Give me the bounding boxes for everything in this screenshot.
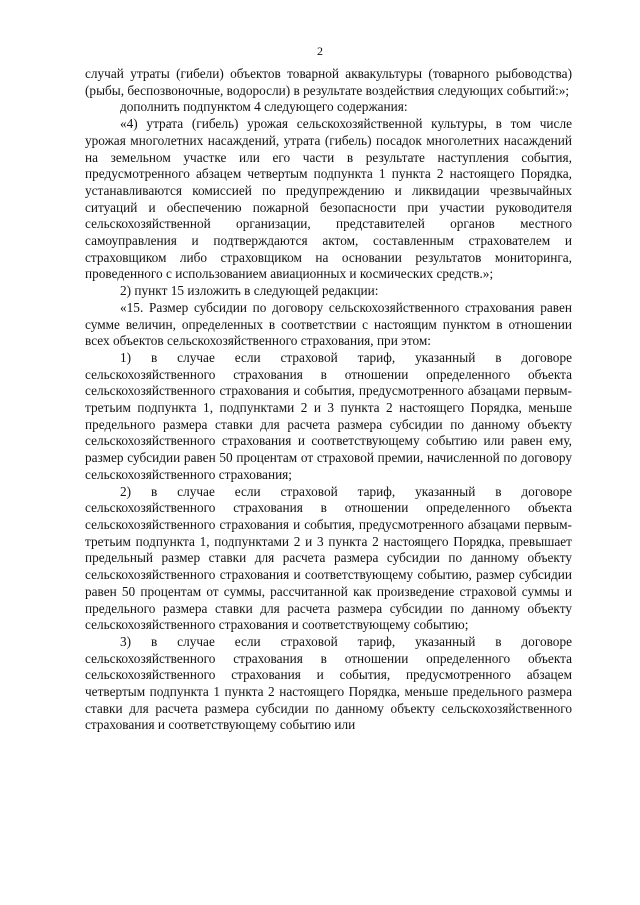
paragraph: 1) в случае если страховой тариф, указанный в договоре сельскохозяйственного страхования в отношении определенного объекта сельскохозяйственного страхования и события, предусмотренного абзацами первым-третьим подпункта 1, подпунктами 2 и 3 пункта 2 настоящего Порядка, меньше предельного размера ставки для расчета размера субсидии по данному объекту сельскохозяйственного страхования и соответствующему событию или равен ему, размер субсидии равен 50 процентам от страховой премии, начисленной по договору сельскохозяйственного страхования;	[85, 349, 572, 482]
paragraph: 3) в случае если страховой тариф, указанный в договоре сельскохозяйственного страхования в отношении определенного объекта сельскохозяйственного страхования и события, предусмотренного абзацем четвертым подпункта 1 пункта 2 настоящего Порядка, меньше предельного размера ставки для расчета размера субсидии по данному объекту сельскохозяйственного страхования и соответствующему событию или	[85, 633, 572, 733]
paragraph: «15. Размер субсидии по договору сельскохозяйственного страхования равен сумме величин, определенных в соответствии с настоящим пунктом в отношении всех объектов сельскохозяйственного страхования, при этом:	[85, 299, 572, 349]
paragraph: случай утраты (гибели) объектов товарной аквакультуры (товарного рыбоводства) (рыбы, беспозвоночные, водоросли) в результате воздействия следующих событий:»;	[85, 66, 572, 98]
document-body	[85, 66, 572, 734]
page-number: 2	[317, 44, 323, 58]
paragraph: дополнить подпунктом 4 следующего содержания:	[120, 99, 408, 115]
paragraph: 2) пункт 15 изложить в следующей редакции:	[120, 283, 379, 299]
paragraph: «4) утрата (гибель) урожая сельскохозяйственной культуры, в том числе урожая многолетних насаждений, утрата (гибель) посадок многолетних насаждений на земельном участке или его части в результате наступления события, предусмотренного абзацем четвертым подпункта 1 пункта 2 настоящего Порядка, устанавливаются комиссией по предупреждению и ликвидации чрезвычайных ситуаций и обеспечению пожарной безопасности при участии руководителя сельскохозяйственной организации, представителей органов местного самоуправления и подтверждаются актом, составленным страхователем и страховщиком либо страховщиком на основании результатов мониторинга, проведенного с использованием авиационных и космических средств.»;	[85, 116, 572, 282]
paragraph: 2) в случае если страховой тариф, указанный в договоре сельскохозяйственного страхования в отношении определенного объекта сельскохозяйственного страхования и события, предусмотренного абзацами первым-третьим подпункта 1, подпунктами 2 и 3 пункта 2 настоящего Порядка, превышает предельный размер ставки для расчета размера субсидии по данному объекту сельскохозяйственного страхования и соответствующему событию, размер субсидии равен 50 процентам от суммы, рассчитанной как произведение страховой суммы и предельного размера ставки для расчета размера субсидии по данному объекту сельскохозяйственного страхования и соответствующему событию;	[85, 483, 572, 633]
